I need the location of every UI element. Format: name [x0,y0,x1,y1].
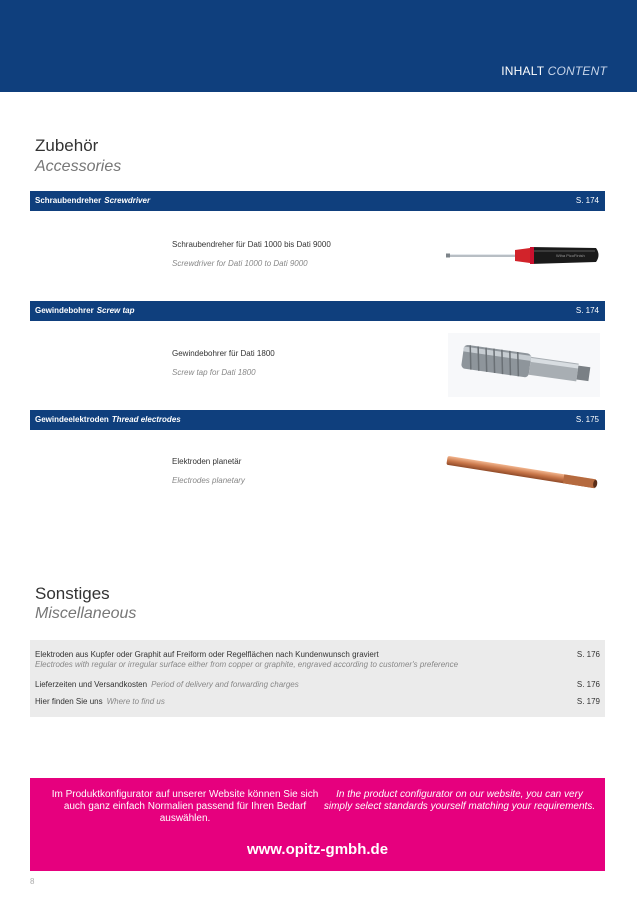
category-bar-screwdriver[interactable] [30,191,605,211]
header-title [501,64,607,78]
header-title-de: INHALT [501,64,545,78]
copper-electrode-image [444,446,604,500]
category-label [35,306,134,315]
category-page-ref[interactable]: S. 175 [575,415,599,424]
header-band [0,0,637,92]
misc-row-de: Hier finden Sie uns [35,697,103,706]
misc-row-en: Where to find us [106,697,165,706]
misc-list [30,640,605,717]
svg-text:Wiha PicoFinish: Wiha PicoFinish [556,253,585,258]
category-label-en: Screw tap [96,306,135,315]
screwdriver-image [446,241,602,267]
misc-row-page[interactable]: S. 179 [576,697,600,706]
misc-row-page[interactable]: S. 176 [576,650,600,659]
misc-row[interactable] [35,697,600,706]
item-electrodes-de: Elektroden planetär [172,457,242,466]
header-title-en: CONTENT [547,64,607,78]
item-screwdriver-de: Schraubendreher für Dati 1000 bis Dati 9000 [172,240,331,249]
accessories-subtitle: Accessories [35,158,122,175]
promo-box [30,778,605,871]
category-page-ref[interactable]: S. 174 [575,306,599,315]
misc-subtitle: Miscellaneous [35,605,137,622]
item-screw-tap-de: Gewindebohrer für Dati 1800 [172,349,275,358]
item-screw-tap-en: Screw tap for Dati 1800 [172,368,256,377]
promo-text-de: Im Produktkonfigurator auf unserer Website können Sie sich auch ganz einfach Normalien passend für Ihren Bedarf auswählen. [51,789,319,824]
category-label-en: Thread electrodes [111,415,181,424]
misc-title: Sonstiges [35,584,110,603]
category-bar-thread-electrodes[interactable] [30,410,605,430]
misc-row-page[interactable]: S. 176 [576,680,600,689]
page-number: 8 [30,877,35,886]
misc-row-de: Lieferzeiten und Versandkosten [35,680,148,689]
misc-row[interactable] [35,650,600,669]
category-label [35,415,181,424]
promo-website-link[interactable]: www.opitz-gmbh.de [246,841,389,858]
category-page-ref[interactable]: S. 174 [575,196,599,205]
promo-text-en: In the product configurator on our website, you can very simply select standards yourself matching your requirements. [323,789,596,812]
category-label-de: Schraubendreher [35,196,102,205]
accessories-title: Zubehör [35,136,99,155]
misc-row-de: Elektroden aus Kupfer oder Graphit auf Freiform oder Regelflächen nach Kundenwunsch graviert [35,650,379,659]
misc-row-en: Period of delivery and forwarding charges [151,680,299,689]
screw-tap-image [448,333,600,397]
misc-row-en: Electrodes with regular or irregular surface either from copper or graphite, engraved according to customer's preference [35,660,459,669]
category-label-en: Screwdriver [104,196,151,205]
category-label-de: Gewindeelektroden [35,415,109,424]
category-label [35,196,150,205]
category-bar-screw-tap[interactable] [30,301,605,321]
category-label-de: Gewindebohrer [35,306,94,315]
misc-row[interactable] [35,680,600,689]
item-screwdriver-en: Screwdriver for Dati 1000 to Dati 9000 [172,259,308,268]
item-electrodes-en: Electrodes planetary [172,476,245,485]
